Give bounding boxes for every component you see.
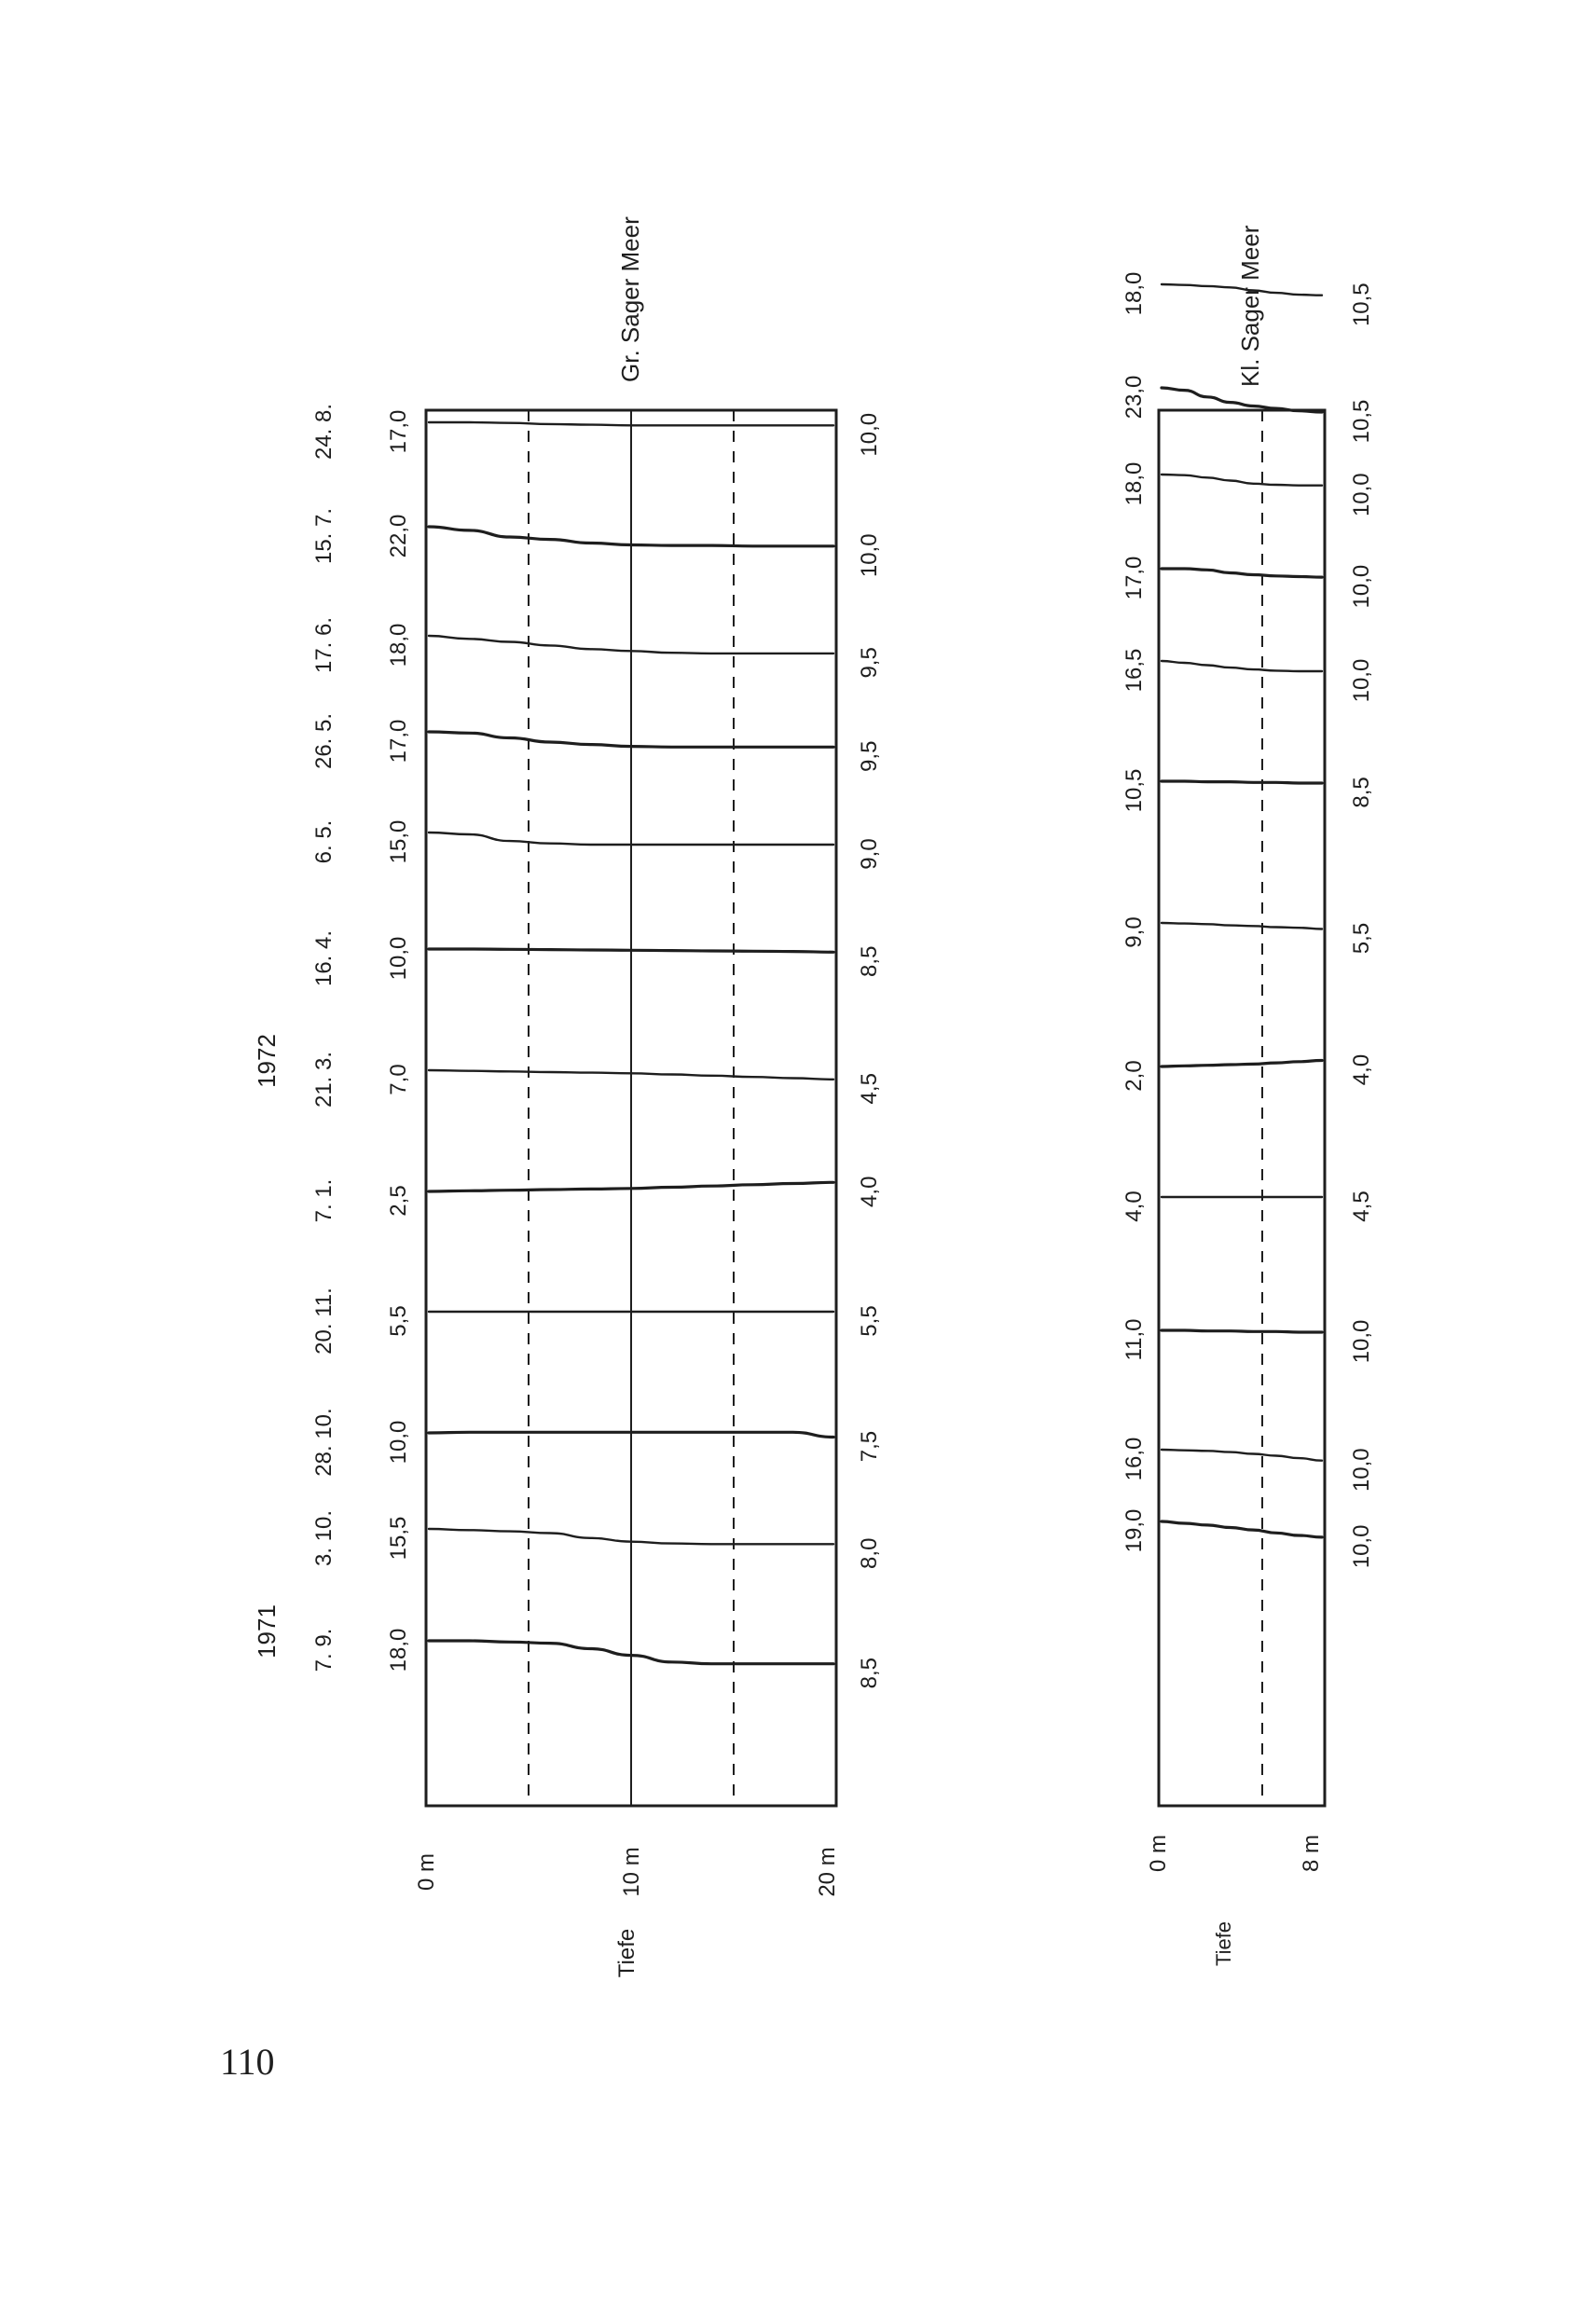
date-label: 7. 1.: [311, 1178, 337, 1223]
page-number: 110: [220, 2041, 275, 2083]
x-axis-label: Tiefe: [614, 1928, 640, 1978]
surface-temp-label: 17,0: [386, 719, 411, 764]
bottom-temp-label: 10,5: [1349, 282, 1374, 327]
surface-temp-label: 17,0: [1121, 556, 1147, 600]
bottom-temp-label: 10,5: [1349, 399, 1374, 444]
surface-temp-label: 17,0: [386, 409, 411, 454]
surface-temp-label: 5,5: [386, 1305, 411, 1337]
bottom-temp-label: 4,5: [857, 1073, 882, 1105]
surface-temp-label: 18,0: [386, 623, 411, 667]
profile-labels: [253, 404, 882, 1688]
profile-line: [1162, 569, 1322, 577]
date-label: 16. 4.: [311, 929, 337, 987]
profiles: [1162, 284, 1322, 1537]
chart-kl-sager-meer: [1121, 225, 1374, 1966]
year-label: 1971: [253, 1604, 281, 1658]
surface-temp-label: 9,0: [1121, 916, 1147, 948]
bottom-temp-label: 10,0: [1349, 564, 1374, 609]
surface-temp-label: 2,5: [386, 1185, 411, 1217]
profile-line: [1162, 1521, 1322, 1537]
surface-temp-label: 15,5: [386, 1516, 411, 1561]
surface-temp-label: 23,0: [1121, 375, 1147, 420]
bottom-temp-label: 9,5: [857, 740, 882, 772]
bottom-temp-label: 10,0: [857, 412, 882, 457]
date-label: 15. 7.: [311, 507, 337, 565]
x-tick-label: 20 m: [815, 1847, 840, 1897]
bottom-temp-label: 4,0: [857, 1176, 882, 1207]
date-label: 26. 5.: [311, 712, 337, 770]
surface-temp-label: 18,0: [1121, 271, 1147, 316]
bottom-temp-label: 8,5: [857, 945, 882, 977]
bottom-temp-label: 7,5: [857, 1430, 882, 1463]
date-label: 24. 8.: [311, 403, 337, 461]
bottom-temp-label: 10,0: [857, 533, 882, 578]
bottom-temp-label: 10,0: [1349, 1448, 1374, 1493]
bottom-temp-label: 5,5: [1349, 922, 1374, 955]
bottom-temp-label: 10,0: [1349, 473, 1374, 517]
date-label: 3. 10.: [311, 1509, 337, 1567]
chart-title: Kl. Sager Meer: [1236, 225, 1264, 387]
bottom-temp-label: 5,5: [857, 1305, 882, 1337]
bottom-temp-label: 4,0: [1349, 1053, 1374, 1086]
profile-line: [1162, 475, 1322, 486]
profile-line: [1162, 388, 1322, 412]
surface-temp-label: 22,0: [386, 514, 411, 558]
bottom-temp-label: 4,5: [1349, 1190, 1374, 1222]
bottom-temp-label: 9,0: [857, 838, 882, 870]
date-label: 6. 5.: [311, 819, 337, 864]
profile-line: [1162, 1061, 1322, 1067]
bottom-temp-label: 8,5: [857, 1658, 882, 1689]
bottom-temp-label: 8,5: [1349, 777, 1374, 808]
chart-gr-sager-meer: [253, 216, 882, 1977]
date-label: 28. 10.: [311, 1408, 337, 1477]
bottom-temp-label: 10,0: [1349, 1319, 1374, 1364]
profile-line: [1162, 661, 1322, 671]
x-tick-label: 10 m: [619, 1847, 644, 1897]
x-tick-label: 0 m: [1146, 1834, 1171, 1873]
surface-temp-label: 10,0: [386, 936, 411, 981]
surface-temp-label: 18,0: [386, 1628, 411, 1672]
surface-temp-label: 4,0: [1121, 1190, 1147, 1222]
date-label: 20. 11.: [311, 1287, 337, 1355]
date-label: 7. 9.: [311, 1628, 337, 1672]
bottom-temp-label: 10,0: [1349, 658, 1374, 703]
surface-temp-label: 10,0: [386, 1420, 411, 1465]
surface-temp-label: 11,0: [1121, 1318, 1147, 1361]
date-label: 21. 3.: [311, 1051, 337, 1108]
x-tick-label: 8 m: [1299, 1834, 1324, 1873]
surface-temp-label: 7,0: [386, 1064, 411, 1095]
chart-title: Gr. Sager Meer: [616, 216, 644, 382]
profile-line: [1162, 923, 1322, 929]
surface-temp-label: 18,0: [1121, 461, 1147, 506]
surface-temp-label: 15,0: [386, 819, 411, 864]
surface-temp-label: 10,5: [1121, 768, 1147, 813]
profile-line: [1162, 1450, 1322, 1461]
surface-temp-label: 16,0: [1121, 1437, 1147, 1481]
x-tick-label: 0 m: [414, 1852, 439, 1892]
bottom-temp-label: 8,0: [857, 1537, 882, 1569]
profile-line: [1162, 1330, 1322, 1332]
surface-temp-label: 2,0: [1121, 1060, 1147, 1092]
surface-temp-label: 19,0: [1121, 1508, 1147, 1553]
date-label: 17. 6.: [311, 616, 337, 674]
surface-temp-label: 16,5: [1121, 648, 1147, 693]
bottom-temp-label: 9,5: [857, 647, 882, 679]
plot-frame: [1159, 410, 1325, 1806]
x-axis-label: Tiefe: [1212, 1920, 1235, 1967]
profile-line: [1162, 781, 1322, 783]
bottom-temp-label: 10,0: [1349, 1524, 1374, 1569]
profile-line: [429, 949, 833, 952]
year-label: 1972: [253, 1034, 281, 1088]
